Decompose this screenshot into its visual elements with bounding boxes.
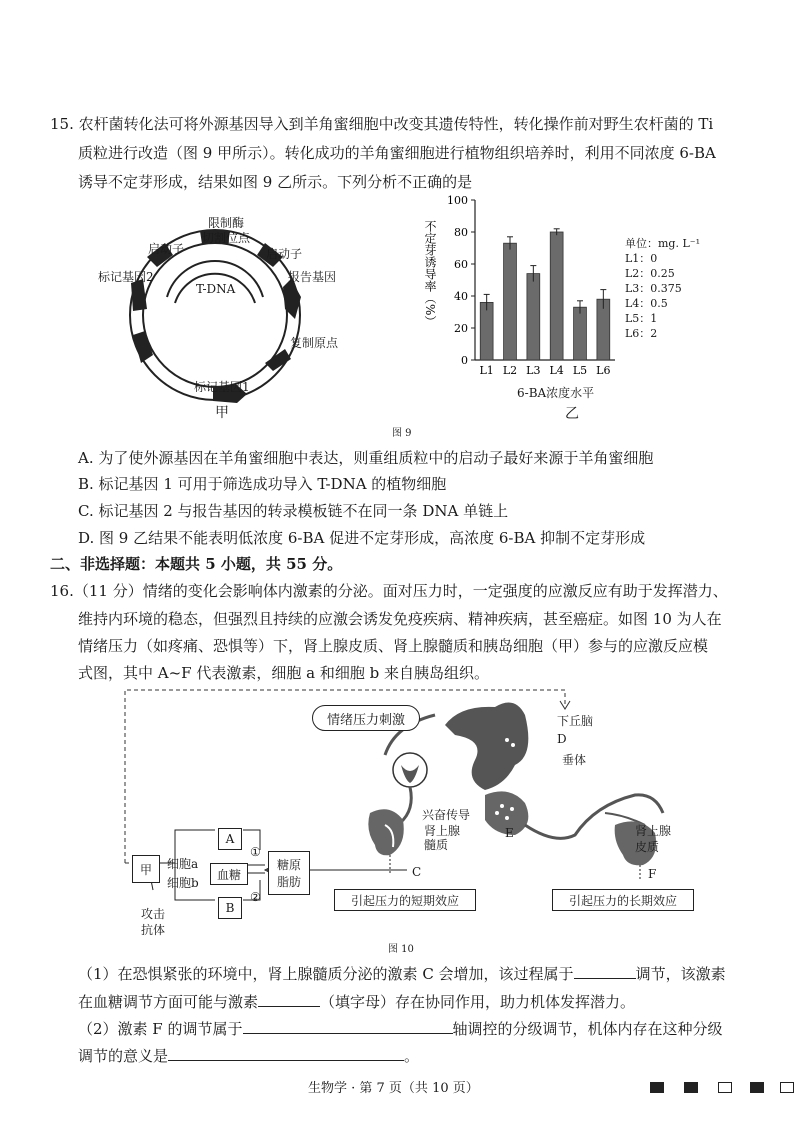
attack-antibody-label: 攻击 bbox=[141, 907, 166, 921]
q16-line-3: 情绪压力（如疼痛、恐惧等）下，肾上腺皮质、肾上腺髓质和胰岛细胞（甲）参与的应激反应模 bbox=[78, 637, 709, 655]
hypothalamus-label: 下丘脑 bbox=[557, 714, 594, 728]
fat-label: 脂肪 bbox=[276, 875, 301, 889]
y-tick-label: 40 bbox=[454, 290, 468, 303]
x-tick-label: L2 bbox=[502, 364, 518, 377]
page-mark bbox=[750, 1082, 764, 1093]
legend-item: L4：0.5 bbox=[625, 297, 668, 310]
q15-line-2: 质粒进行改造（图 9 甲所示）。转化成功的羊角蜜细胞进行植物组织培养时，利用不同浓度 6-BA bbox=[78, 144, 716, 162]
blood-glucose-box: 血糖 bbox=[210, 863, 248, 885]
q16-sub1-text-b: 调节，该激素 bbox=[635, 965, 726, 983]
x-tick-label: L5 bbox=[572, 364, 588, 377]
q16-line-2: 维持内环境的稳态，但强烈且持续的应激会诱发免疫疾病、精神疾病，甚至癌症。如图 10 为人在 bbox=[78, 610, 722, 628]
x-tick-label: L3 bbox=[526, 364, 541, 377]
restriction-site-label-2: 切割位点 bbox=[202, 231, 251, 245]
section-heading: 二、非选择题：本题共 5 小题，共 55 分。 bbox=[50, 555, 343, 573]
page-mark bbox=[684, 1082, 698, 1093]
marker1-label: 标记基因1 bbox=[194, 380, 250, 394]
bar bbox=[504, 243, 517, 360]
bar bbox=[550, 232, 563, 360]
q16-sub1-text-c: 在血糖调节方面可能与激素 bbox=[78, 993, 259, 1011]
figure-10-caption: 图 10 bbox=[388, 944, 414, 955]
y-tick-label: 100 bbox=[447, 194, 468, 207]
tdna-label: T-DNA bbox=[196, 282, 236, 296]
pathway-2-label: ② bbox=[250, 890, 261, 904]
hormone-e-label: E bbox=[505, 826, 514, 840]
attack-antibody-label-2: 抗体 bbox=[141, 923, 166, 937]
hormone-f-label: F bbox=[648, 867, 657, 881]
q15-option-c: C. 标记基因 2 与报告基因的转录模板链不在同一条 DNA 单链上 bbox=[78, 502, 509, 520]
long-term-effect-box: 引起压力的长期效应 bbox=[552, 889, 694, 911]
y-axis-label: 不定芽诱导率（%） bbox=[423, 220, 437, 328]
hormone-d-label: D bbox=[557, 732, 567, 746]
x-tick-label: L1 bbox=[479, 364, 494, 377]
page-mark bbox=[718, 1082, 732, 1093]
q15-option-b: B. 标记基因 1 可用于筛选成功导入 T-DNA 的植物细胞 bbox=[78, 475, 447, 493]
marker2-label: 标记基因2 bbox=[98, 270, 154, 284]
y-tick-label: 80 bbox=[454, 226, 468, 239]
pituitary-label: 垂体 bbox=[562, 753, 587, 767]
x-tick-label: L4 bbox=[549, 364, 564, 377]
legend-item: L6：2 bbox=[625, 327, 658, 340]
page-mark bbox=[780, 1082, 794, 1093]
y-tick-label: 0 bbox=[461, 354, 468, 367]
q16-line-1: 16.（11 分）情绪的变化会影响体内激素的分泌。面对压力时，一定强度的应激反应有助于发挥潜力、 bbox=[50, 582, 728, 600]
q15-line-1: 15. 农杆菌转化法可将外源基因导入到羊角蜜细胞中改变其遗传特性，转化操作前对野生农杆菌的 Ti bbox=[50, 115, 714, 133]
y-tick-label: 60 bbox=[454, 258, 468, 271]
bar bbox=[480, 302, 493, 360]
adrenal-cortex-label-2: 皮质 bbox=[635, 840, 660, 854]
stress-stimulus-box: 情绪压力刺激 bbox=[312, 705, 420, 731]
legend-item: L5：1 bbox=[625, 312, 658, 325]
q16-sub1-line1 bbox=[78, 963, 726, 985]
q16-line-4: 式图，其中 A~F 代表激素，细胞 a 和细胞 b 来自胰岛组织。 bbox=[78, 664, 489, 682]
answer-blank-3[interactable] bbox=[243, 1019, 453, 1034]
origin-label: 复制原点 bbox=[290, 336, 339, 350]
pancreatic-islet-box: 甲 bbox=[132, 855, 160, 883]
figure-9-caption: 图 9 bbox=[392, 428, 412, 439]
q16-sub2-text-b: 轴调控的分级调节，机体内存在这种分级 bbox=[452, 1020, 723, 1038]
bar-chart bbox=[420, 190, 630, 395]
q16-sub2-line2 bbox=[78, 1045, 419, 1067]
glycogen-fat-box bbox=[268, 851, 310, 895]
reporter-gene-label: 报告基因 bbox=[288, 270, 337, 284]
panel-label-yi: 乙 bbox=[565, 406, 579, 422]
hormone-b-box: B bbox=[218, 897, 242, 919]
q16-sub2-text-a: （2）激素 F 的调节属于 bbox=[78, 1020, 243, 1038]
x-tick-label: L6 bbox=[596, 364, 611, 377]
glycogen-label: 糖原 bbox=[276, 858, 301, 872]
legend-unit: 单位：mg. L⁻¹ bbox=[625, 237, 700, 250]
hormone-a-box: A bbox=[218, 828, 242, 850]
page-mark bbox=[650, 1082, 664, 1093]
promoter-left-label: 启动子 bbox=[148, 242, 185, 256]
page-footer: 生物学 · 第 7 页（共 10 页） bbox=[308, 1081, 479, 1096]
promoter-right-label: 启动子 bbox=[266, 247, 303, 261]
legend-item: L2：0.25 bbox=[625, 267, 675, 280]
adrenal-medulla-label-2: 髓质 bbox=[424, 838, 449, 852]
q15-line-3: 诱导不定芽形成，结果如图 9 乙所示。下列分析不正确的是 bbox=[78, 173, 473, 191]
legend-item: L3：0.375 bbox=[625, 282, 682, 295]
x-axis-label: 6-BA浓度水平 bbox=[517, 386, 595, 400]
q16-sub1-text-d: （填字母）存在协同作用，助力机体发挥潜力。 bbox=[320, 993, 636, 1011]
q16-sub1-text-a: （1）在恐惧紧张的环境中，肾上腺髓质分泌的激素 C 会增加，该过程属于 bbox=[78, 965, 574, 983]
q16-sub2-line1 bbox=[78, 1018, 723, 1040]
q15-option-d: D. 图 9 乙结果不能表明低浓度 6-BA 促进不定芽形成，高浓度 6-BA 抑制不定芽形成 bbox=[78, 529, 646, 547]
q15-option-a: A. 为了使外源基因在羊角蜜细胞中表达，则重组质粒中的启动子最好来源于羊角蜜细胞 bbox=[78, 449, 654, 467]
answer-blank-4[interactable] bbox=[168, 1046, 404, 1061]
pathway-1-label: ① bbox=[250, 845, 261, 859]
cell-b-label: 细胞b bbox=[167, 876, 199, 890]
adrenal-medulla-label: 肾上腺 bbox=[424, 824, 461, 838]
adrenal-cortex-label: 肾上腺 bbox=[635, 824, 672, 838]
cell-a-label: 细胞a bbox=[167, 857, 199, 871]
q16-sub1-line2 bbox=[78, 991, 635, 1013]
restriction-site-label: 限制酶 bbox=[208, 216, 245, 230]
answer-blank-1[interactable] bbox=[574, 964, 636, 979]
answer-blank-2[interactable] bbox=[258, 992, 320, 1007]
q16-sub2-text-d: 。 bbox=[404, 1047, 420, 1065]
nerve-excitation-label: 兴奋传导 bbox=[422, 808, 471, 822]
q16-sub2-text-c: 调节的意义是 bbox=[78, 1047, 169, 1065]
legend-item: L1：0 bbox=[625, 252, 658, 265]
y-tick-label: 20 bbox=[454, 322, 468, 335]
short-term-effect-box: 引起压力的短期效应 bbox=[334, 889, 476, 911]
hormone-c-label: C bbox=[412, 865, 422, 879]
bar bbox=[527, 274, 540, 360]
chart-legend bbox=[625, 236, 700, 341]
bar bbox=[574, 307, 587, 360]
panel-label-jia: 甲 bbox=[215, 405, 229, 421]
